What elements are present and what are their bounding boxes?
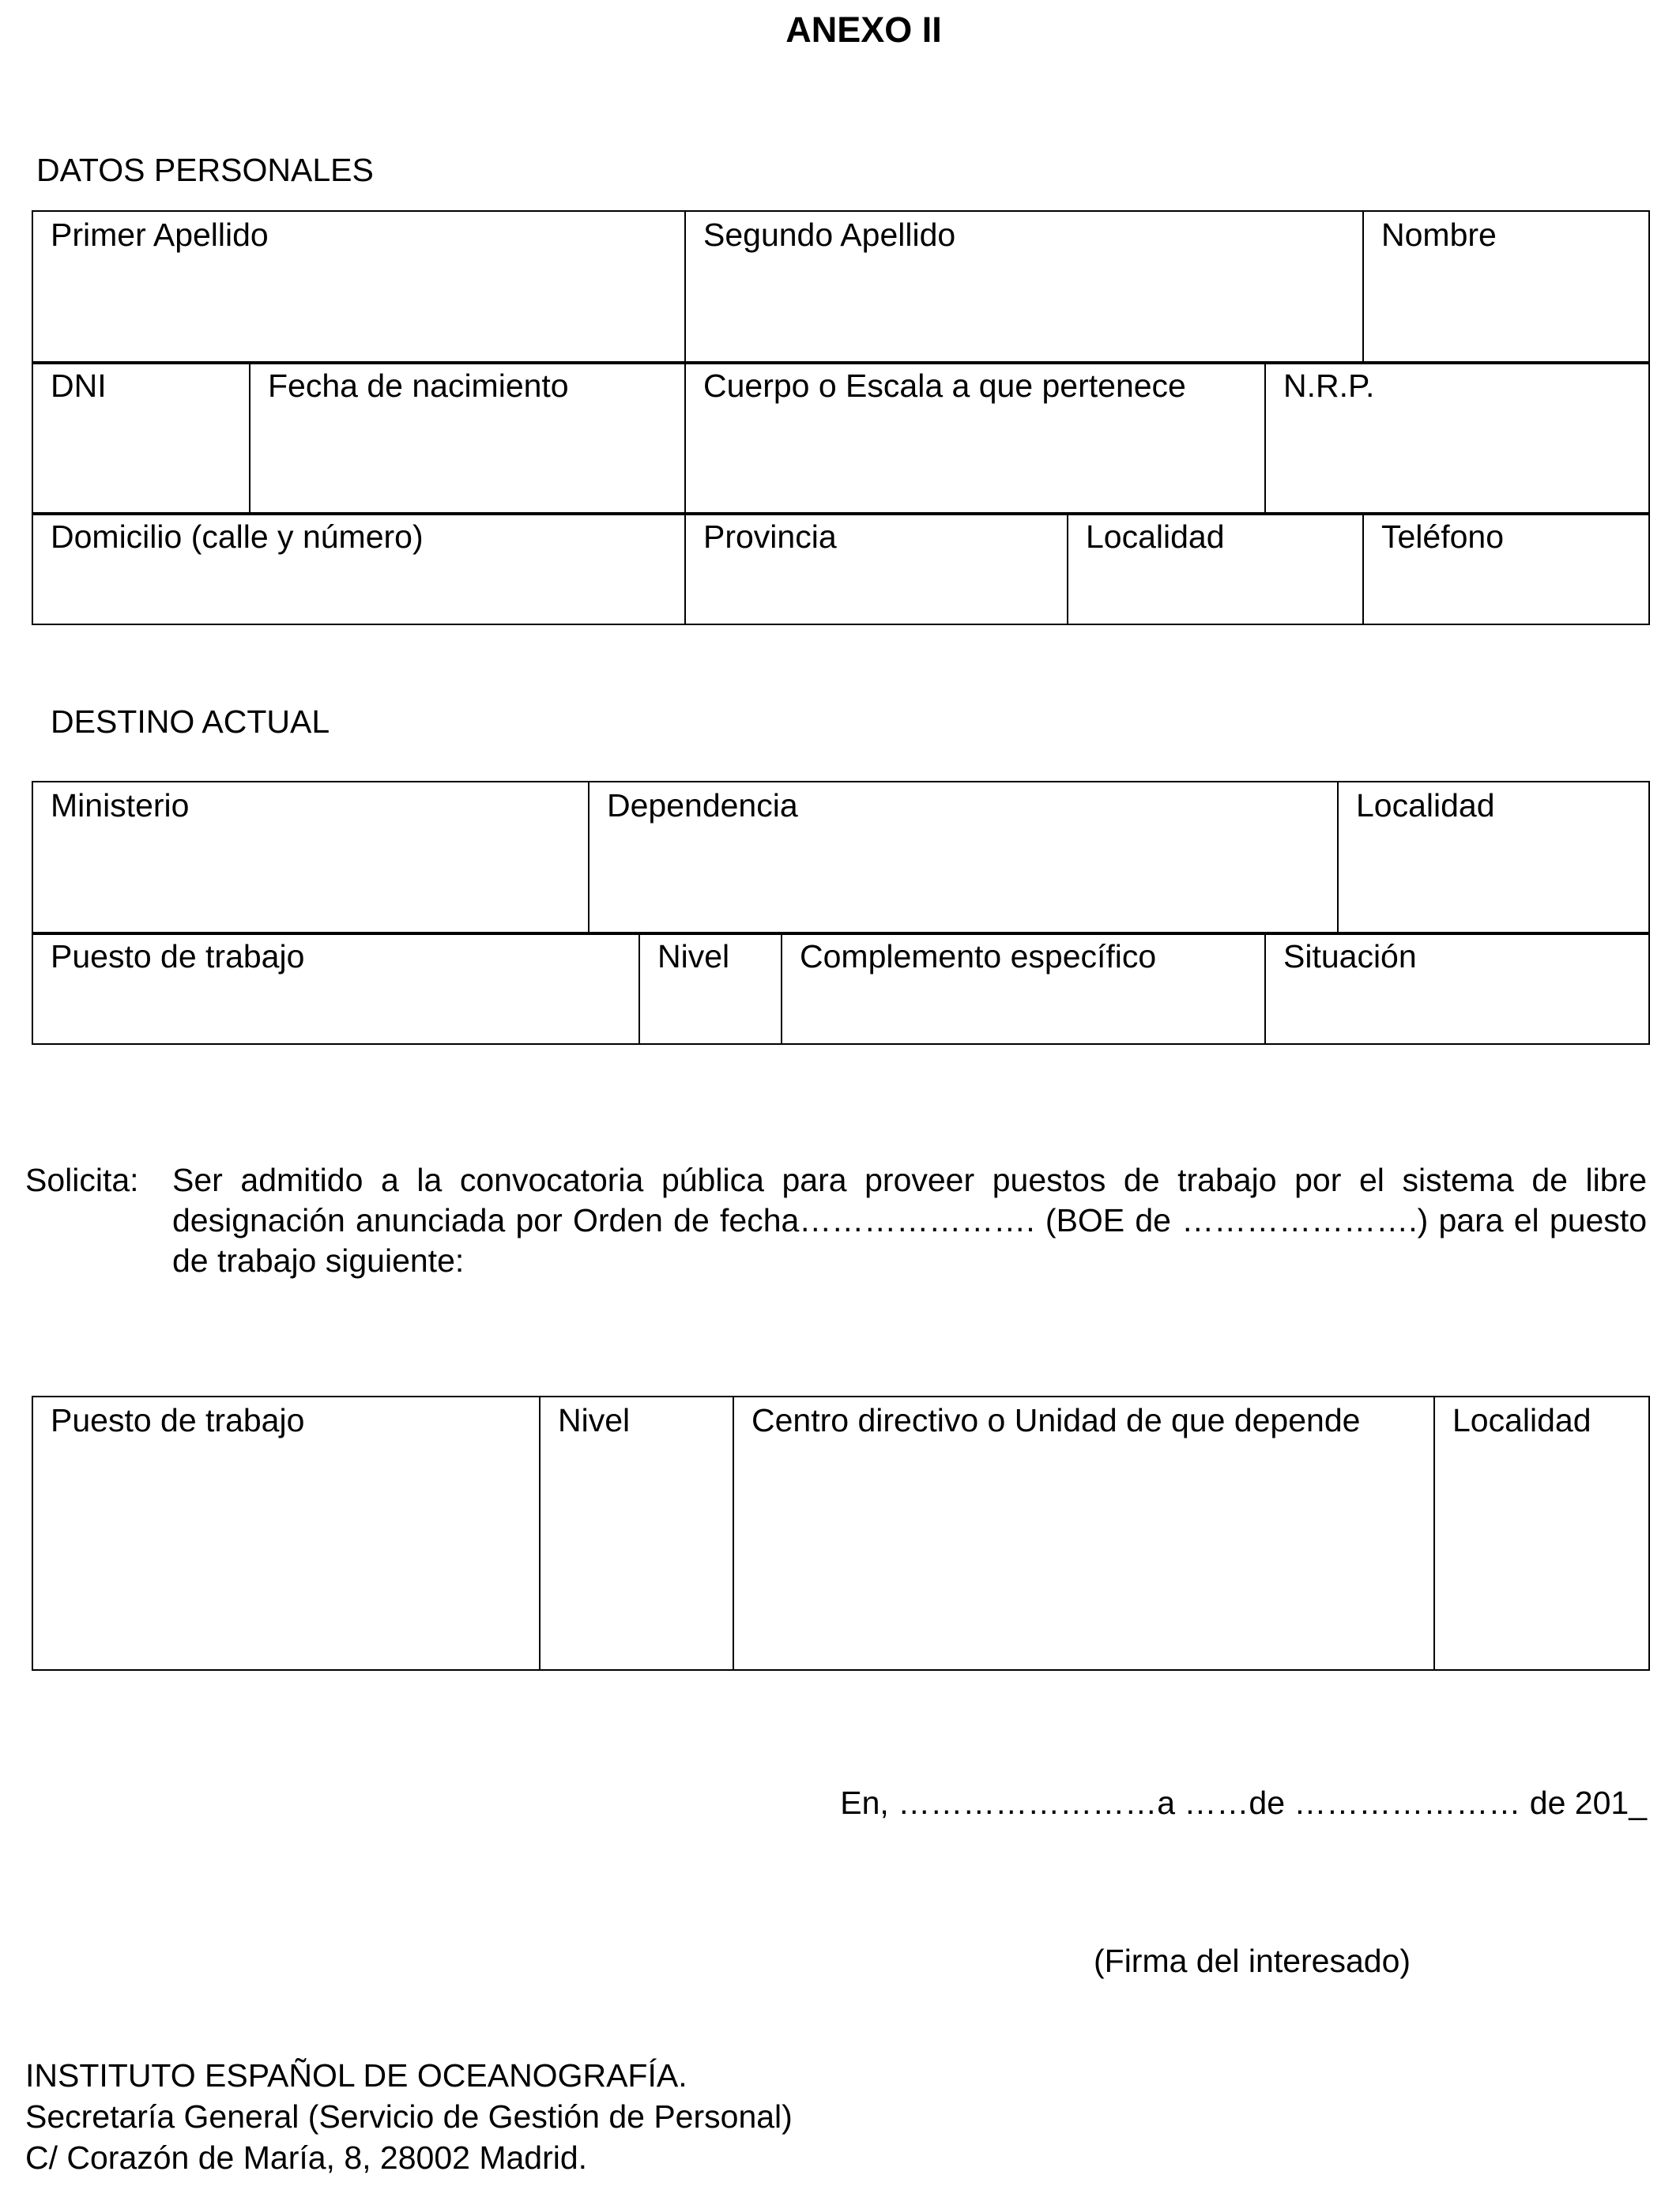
field-localidad[interactable]: Localidad — [1068, 513, 1363, 624]
solicita-text: Ser admitido a la convocatoria pública para proveer puestos de trabajo por el sistema de libre designación anunciada por Orden de fecha…………………. (BOE de ………………….) para el puesto de trabajo siguiente: — [172, 1162, 1647, 1279]
solicita-paragraph — [25, 1160, 1647, 1281]
field-dependencia[interactable]: Dependencia — [589, 782, 1338, 934]
field-puesto-solicitado[interactable]: Puesto de trabajo — [32, 1397, 540, 1670]
section-heading-personal: DATOS PERSONALES — [36, 152, 374, 188]
field-puesto-actual[interactable]: Puesto de trabajo — [32, 933, 639, 1044]
personal-data-table — [32, 210, 1650, 364]
footer-department: Secretaría General (Servicio de Gestión de Personal) — [25, 2098, 793, 2135]
footer-address — [25, 2055, 793, 2178]
field-centro-directivo[interactable]: Centro directivo o Unidad de que depende — [733, 1397, 1434, 1670]
signature-label: (Firma del interesado) — [1094, 1943, 1411, 1979]
destino-table-row2 — [32, 932, 1650, 1045]
field-ministerio[interactable]: Ministerio — [32, 782, 589, 934]
solicita-label: Solicita: — [25, 1162, 139, 1198]
field-destino-localidad[interactable]: Localidad — [1338, 782, 1649, 934]
footer-street: C/ Corazón de María, 8, 28002 Madrid. — [25, 2139, 588, 2176]
date-place-line: En, ……………………a ……de ………………… de 201_ — [840, 1785, 1647, 1821]
personal-data-table-row2 — [32, 361, 1650, 515]
puesto-solicitado-table — [32, 1396, 1650, 1671]
field-nrp[interactable]: N.R.P. — [1265, 362, 1649, 515]
field-telefono[interactable]: Teléfono — [1363, 513, 1649, 624]
field-segundo-apellido[interactable]: Segundo Apellido — [685, 211, 1363, 364]
field-dni[interactable]: DNI — [32, 362, 250, 515]
field-provincia[interactable]: Provincia — [685, 513, 1068, 624]
footer-institution: INSTITUTO ESPAÑOL DE OCEANOGRAFÍA. — [25, 2057, 687, 2094]
field-nombre[interactable]: Nombre — [1363, 211, 1649, 364]
field-nivel-actual[interactable]: Nivel — [639, 933, 782, 1044]
personal-data-table-row3 — [32, 512, 1650, 625]
field-localidad-solicitada[interactable]: Localidad — [1434, 1397, 1649, 1670]
field-nivel-solicitado[interactable]: Nivel — [540, 1397, 733, 1670]
field-cuerpo-escala[interactable]: Cuerpo o Escala a que pertenece — [685, 362, 1265, 515]
destino-table-row1 — [32, 781, 1650, 935]
field-primer-apellido[interactable]: Primer Apellido — [32, 211, 685, 364]
field-fecha-nacimiento[interactable]: Fecha de nacimiento — [250, 362, 685, 515]
document-title: ANEXO II — [785, 9, 942, 50]
field-domicilio[interactable]: Domicilio (calle y número) — [32, 513, 685, 624]
field-complemento-especifico[interactable]: Complemento específico — [782, 933, 1265, 1044]
field-situacion[interactable]: Situación — [1265, 933, 1649, 1044]
section-heading-destino: DESTINO ACTUAL — [51, 703, 330, 740]
